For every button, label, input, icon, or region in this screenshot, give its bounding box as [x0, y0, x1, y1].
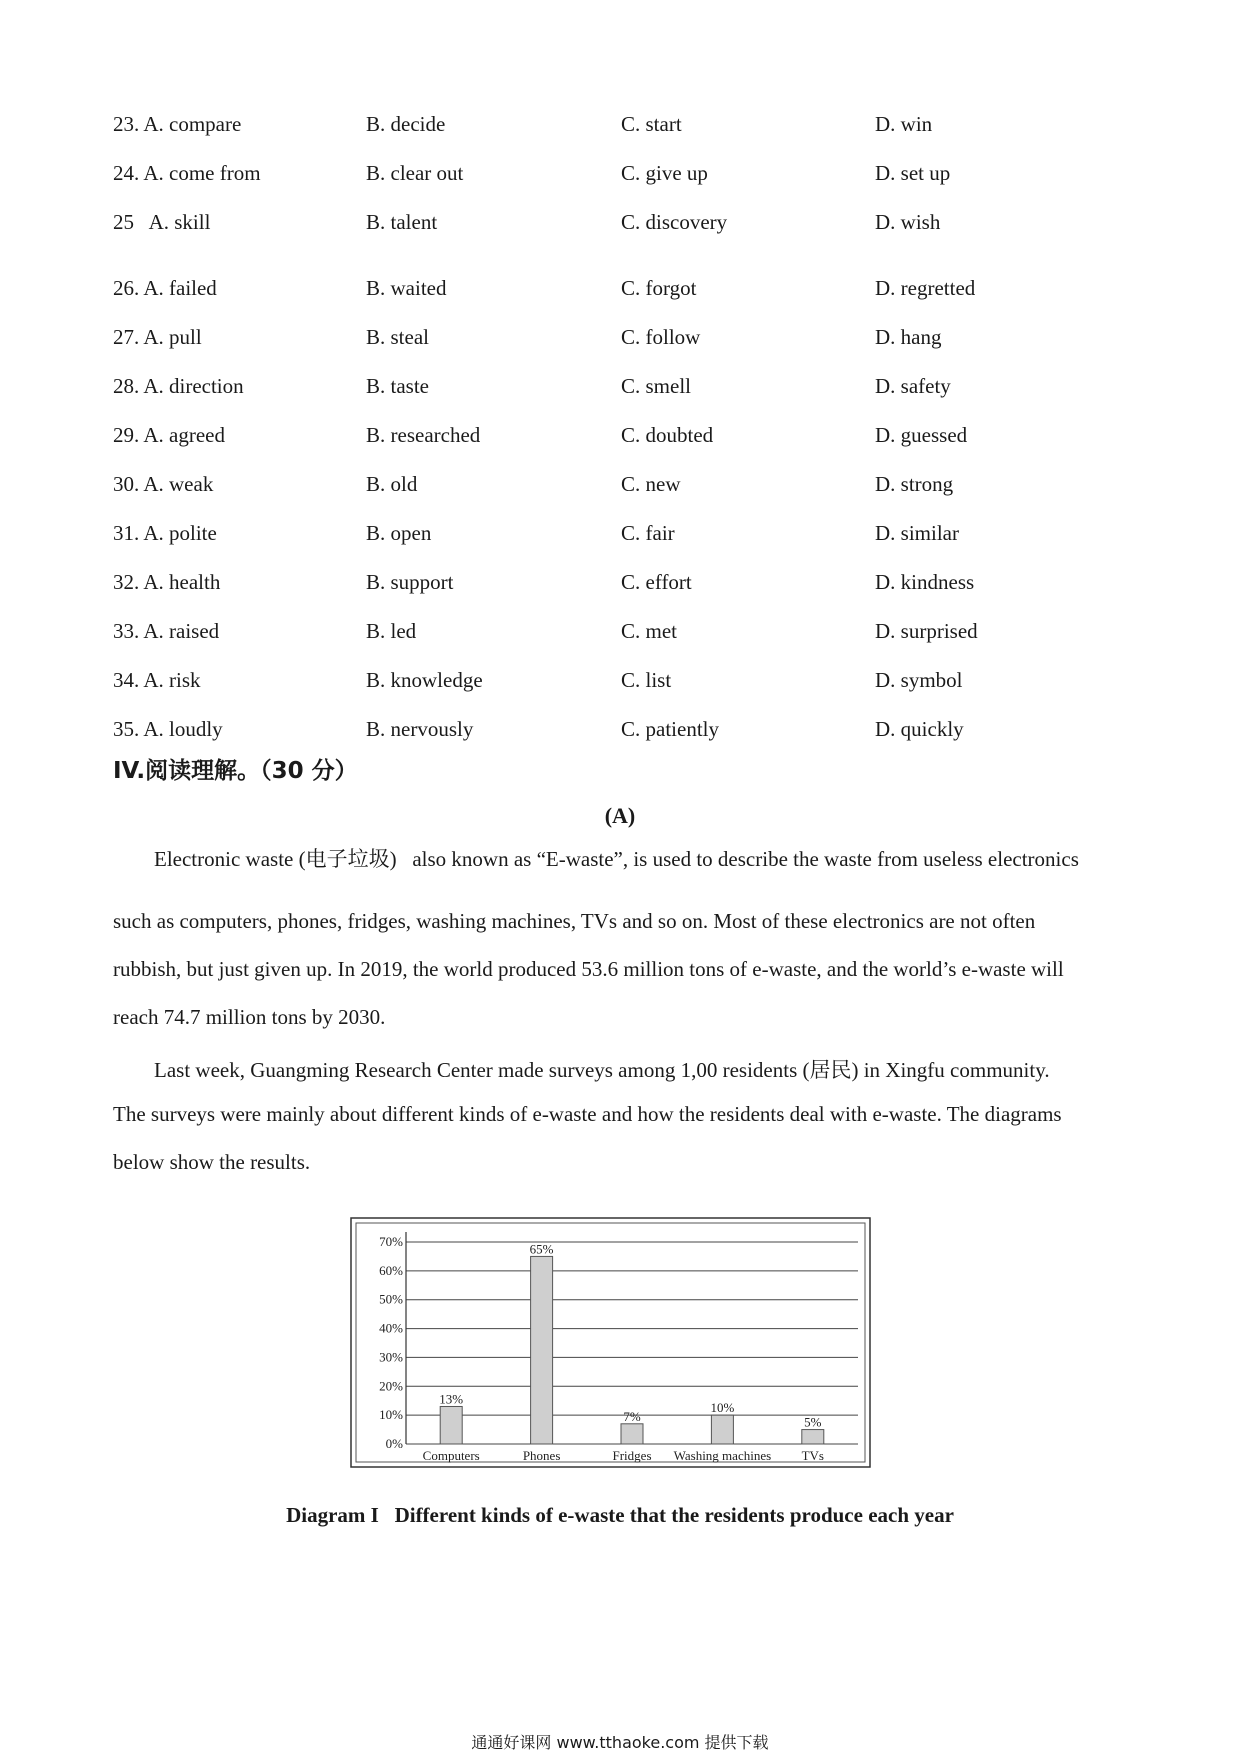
option-d: D. symbol — [875, 668, 963, 692]
question-row — [113, 362, 1143, 411]
bar — [440, 1406, 462, 1444]
bar-value-label: 5% — [804, 1414, 822, 1430]
option-b: B. old — [366, 472, 418, 496]
option-d: D. set up — [875, 161, 951, 185]
option-a: 30. A. weak — [113, 472, 214, 496]
answer-options — [113, 100, 1143, 754]
option-d: D. surprised — [875, 619, 978, 643]
option-d: D. regretted — [875, 276, 976, 300]
option-c: C. effort — [621, 570, 692, 594]
y-tick-label: 0% — [385, 1436, 403, 1451]
bar — [621, 1424, 643, 1444]
question-row — [113, 264, 1143, 313]
option-d: D. hang — [875, 325, 942, 349]
paragraph-line: The surveys were mainly about different kinds of e-waste and how the residents deal with e-waste. The diagrams — [113, 1102, 1062, 1126]
bar-value-label: 65% — [529, 1241, 554, 1257]
option-a: 35. A. loudly — [113, 717, 223, 741]
option-d: D. guessed — [875, 423, 968, 447]
y-tick-label: 10% — [379, 1407, 403, 1423]
option-c: C. new — [621, 472, 681, 496]
option-a: 28. A. direction — [113, 374, 244, 398]
paragraph-line: Electronic waste (电子垃圾) also known as “E-waste”, is used to describe the waste from useless electronics — [154, 847, 1079, 871]
chart-inner-frame — [356, 1223, 865, 1462]
option-c: C. smell — [621, 374, 692, 398]
option-d: D. strong — [875, 472, 954, 496]
option-b: B. decide — [366, 112, 446, 136]
option-a: 33. A. raised — [113, 619, 220, 643]
passage-label: (A) — [604, 803, 636, 828]
question-row — [113, 100, 1143, 149]
option-a: 24. A. come from — [113, 161, 261, 185]
paragraph-line: below show the results. — [113, 1150, 311, 1174]
question-row — [113, 656, 1143, 705]
option-c: C. fair — [621, 521, 675, 545]
option-b: B. support — [366, 570, 454, 594]
option-c: C. follow — [621, 325, 701, 349]
option-b: B. taste — [366, 374, 429, 398]
bar-chart — [350, 1214, 872, 1469]
option-a: 32. A. health — [113, 570, 221, 594]
y-tick-label: 60% — [379, 1262, 403, 1278]
y-tick-label: 30% — [379, 1349, 403, 1365]
y-tick-label: 20% — [379, 1378, 403, 1394]
option-c: C. start — [621, 112, 682, 136]
option-b: B. led — [366, 619, 417, 643]
paragraph-line: reach 74.7 million tons by 2030. — [113, 1005, 386, 1029]
y-tick-label: 50% — [379, 1291, 403, 1307]
option-c: C. discovery — [621, 210, 728, 234]
chart-frame — [351, 1218, 870, 1467]
option-b: B. nervously — [366, 717, 474, 741]
section-title: IV.阅读理解。（30 分） — [113, 758, 358, 784]
option-c: C. forgot — [621, 276, 697, 300]
option-b: B. knowledge — [366, 668, 483, 692]
option-c: C. give up — [621, 161, 708, 185]
option-a: 34. A. risk — [113, 668, 201, 692]
option-b: B. open — [366, 521, 432, 545]
bar — [531, 1256, 553, 1444]
option-c: C. met — [621, 619, 677, 643]
y-tick-label: 40% — [379, 1320, 403, 1336]
option-b: B. clear out — [366, 161, 464, 185]
question-row — [113, 558, 1143, 607]
option-c: C. list — [621, 668, 672, 692]
option-d: D. wish — [875, 210, 941, 234]
option-d: D. similar — [875, 521, 959, 545]
question-row — [113, 607, 1143, 656]
diagram-caption: Diagram I Different kinds of e-waste that the residents produce each year — [286, 1503, 954, 1527]
option-b: B. steal — [366, 325, 429, 349]
bar-value-label: 10% — [710, 1400, 735, 1416]
question-row — [113, 149, 1143, 198]
bar-value-label: 13% — [439, 1391, 464, 1407]
option-a: 25 A. skill — [113, 210, 211, 234]
x-category-label: TVs — [801, 1448, 824, 1463]
option-a: 23. A. compare — [113, 112, 242, 136]
bar-chart-svg — [350, 1214, 872, 1469]
option-d: D. quickly — [875, 717, 964, 741]
x-category-label: Washing machines — [673, 1448, 772, 1463]
paragraph-line: Last week, Guangming Research Center made surveys among 1,00 residents (居民) in Xingfu community. — [154, 1058, 1050, 1082]
question-row — [113, 705, 1143, 754]
bar — [711, 1415, 733, 1444]
x-category-label: Computers — [422, 1448, 480, 1463]
option-b: B. researched — [366, 423, 481, 447]
question-row — [113, 313, 1143, 362]
option-a: 26. A. failed — [113, 276, 217, 300]
question-row — [113, 198, 1143, 247]
option-d: D. kindness — [875, 570, 975, 594]
x-category-label: Phones — [522, 1448, 561, 1463]
option-a: 31. A. polite — [113, 521, 217, 545]
option-c: C. patiently — [621, 717, 719, 741]
paragraph-line: such as computers, phones, fridges, washing machines, TVs and so on. Most of these electronics are not often — [113, 909, 1036, 933]
option-b: B. waited — [366, 276, 447, 300]
option-a: 29. A. agreed — [113, 423, 225, 447]
question-row — [113, 509, 1143, 558]
option-d: D. win — [875, 112, 933, 136]
y-tick-label: 70% — [379, 1234, 403, 1249]
bar-value-label: 7% — [623, 1408, 641, 1424]
option-c: C. doubted — [621, 423, 714, 447]
option-b: B. talent — [366, 210, 438, 234]
question-row — [113, 460, 1143, 509]
footer-watermark: 通通好课网 www.tthaoke.com 提供下载 — [471, 1733, 769, 1752]
question-row — [113, 411, 1143, 460]
x-category-label: Fridges — [612, 1448, 652, 1463]
option-a: 27. A. pull — [113, 325, 202, 349]
option-d: D. safety — [875, 374, 951, 398]
paragraph-line: rubbish, but just given up. In 2019, the world produced 53.6 million tons of e-waste, and the world’s e-waste will — [113, 957, 1064, 981]
bar — [802, 1430, 824, 1444]
